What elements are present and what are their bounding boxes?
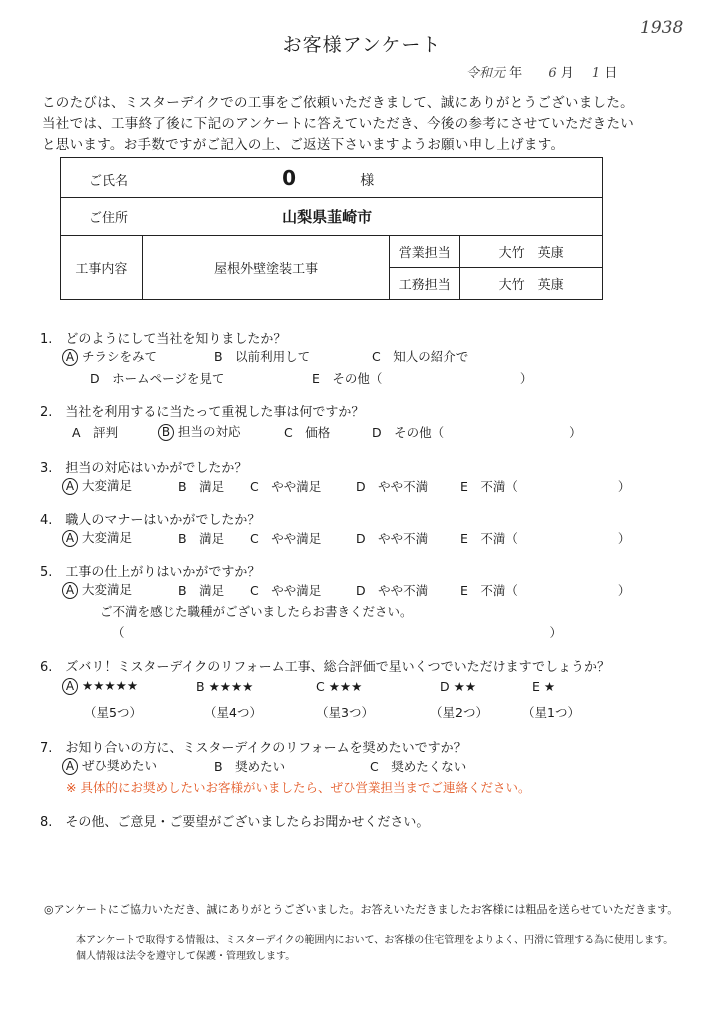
q4-option-e[interactable] bbox=[460, 529, 630, 547]
q1-d-text: ホームページを見て bbox=[112, 371, 225, 386]
q6-e-letter: E bbox=[532, 679, 540, 694]
q6-a-circled-letter: A bbox=[62, 678, 78, 695]
q6-b-stars: ★★★★ bbox=[208, 679, 254, 694]
q6-c-stars: ★★★ bbox=[328, 679, 363, 694]
customer-info-table bbox=[60, 157, 603, 300]
intro-line-1: このたびは、ミスターデイクでの工事をご依頼いただきまして、誠にありがとうございました。 bbox=[42, 95, 634, 111]
q4-option-b[interactable] bbox=[178, 529, 224, 547]
q5-e-text: 不満（ ） bbox=[480, 583, 631, 598]
construction-label: 工務担当 bbox=[390, 268, 460, 300]
intro-line-3: と思います。お手数ですがご記入の上、ご返送下さいますようお願い申し上げます。 bbox=[42, 137, 565, 153]
q4-option-d[interactable] bbox=[356, 529, 428, 547]
q2-option-a[interactable] bbox=[72, 423, 118, 441]
name-row bbox=[61, 158, 603, 198]
q3-b-text: 満足 bbox=[199, 479, 225, 494]
q1-b-text: 以前利用して bbox=[235, 349, 311, 364]
q6-option-e[interactable] bbox=[532, 679, 555, 694]
q1-d-letter: D bbox=[90, 371, 100, 386]
sales-label: 営業担当 bbox=[390, 236, 460, 268]
q3-option-a[interactable] bbox=[62, 476, 132, 495]
q7-option-a[interactable] bbox=[62, 756, 157, 775]
q6-d-letter: D bbox=[440, 679, 450, 694]
q2-a-letter: A bbox=[72, 425, 81, 440]
q4-option-a[interactable] bbox=[62, 528, 132, 547]
q4-a-circled-letter: A bbox=[62, 530, 78, 547]
question-2: 2. 当社を利用するに当たって重視した事は何ですか？ bbox=[40, 405, 365, 420]
q4-c-letter: C bbox=[250, 531, 259, 546]
q6-d-stars: ★★ bbox=[453, 679, 477, 694]
q7-a-text: ぜひ奨めたい bbox=[82, 758, 158, 773]
q1-c-letter: C bbox=[372, 349, 381, 364]
question-6: 6. ズバリ！ミスターデイクのリフォーム工事、総合評価で星いくつでいただけますでしょうか？ bbox=[40, 660, 610, 675]
q6-e-stars: ★ bbox=[543, 679, 556, 694]
q1-option-a[interactable] bbox=[62, 347, 157, 366]
q5-a-text: 大変満足 bbox=[82, 582, 133, 597]
q3-d-letter: D bbox=[356, 479, 366, 494]
q4-d-text: やや不満 bbox=[378, 531, 429, 546]
q4-b-letter: B bbox=[178, 531, 187, 546]
page-title: お客様アンケート bbox=[282, 34, 442, 56]
q4-option-c[interactable] bbox=[250, 529, 321, 547]
footer-thanks: ◎アンケートにご協力いただき、誠にありがとうございました。お答えいただきましたお客様には粗品を送らせていただきます。 bbox=[44, 903, 679, 916]
q6-option-b[interactable] bbox=[196, 679, 253, 694]
q4-b-text: 満足 bbox=[199, 531, 225, 546]
q3-a-text: 大変満足 bbox=[82, 478, 133, 493]
q6-b-letter: B bbox=[196, 679, 205, 694]
footer-privacy-2: 個人情報は法令を遵守して保護・管理致します。 bbox=[76, 951, 296, 962]
q2-b-circled-letter: B bbox=[158, 424, 174, 441]
footer-privacy-1: 本アンケートで取得する情報は、ミスターデイクの範囲内において、お客様の住宅管理をよりよく、円滑に管理する為に使用します。 bbox=[76, 935, 674, 946]
date-line bbox=[466, 62, 617, 81]
q2-option-b[interactable] bbox=[158, 422, 241, 441]
q5-note: ご不満を感じた職種がございましたらお書きください。 bbox=[100, 604, 413, 619]
q6-d-label: （星2つ） bbox=[430, 705, 488, 720]
q6-option-a[interactable] bbox=[62, 678, 138, 695]
q3-d-text: やや不満 bbox=[378, 479, 429, 494]
q1-option-e[interactable] bbox=[312, 369, 532, 387]
q5-option-d[interactable] bbox=[356, 581, 428, 599]
q5-c-text: やや満足 bbox=[271, 583, 322, 598]
q7-c-letter: C bbox=[370, 759, 379, 774]
q3-option-e[interactable] bbox=[460, 477, 630, 495]
q1-option-b[interactable] bbox=[214, 347, 310, 365]
q6-c-label: （星3つ） bbox=[316, 705, 374, 720]
q3-option-c[interactable] bbox=[250, 477, 321, 495]
q6-e-label: （星1つ） bbox=[522, 705, 580, 720]
address-row bbox=[61, 198, 603, 236]
q4-a-text: 大変満足 bbox=[82, 530, 133, 545]
q2-c-text: 価格 bbox=[305, 425, 331, 440]
q7-option-b[interactable] bbox=[214, 757, 285, 775]
address-label: ご住所 bbox=[89, 211, 129, 226]
q5-option-c[interactable] bbox=[250, 581, 321, 599]
q1-a-circled-letter: A bbox=[62, 349, 78, 366]
q5-c-letter: C bbox=[250, 583, 259, 598]
question-4: 4. 職人のマナーはいかがでしたか？ bbox=[40, 513, 261, 528]
date-era: 令和元 bbox=[466, 66, 506, 81]
q2-b-text: 担当の対応 bbox=[178, 424, 241, 439]
q3-e-text: 不満（ ） bbox=[480, 479, 631, 494]
q3-option-d[interactable] bbox=[356, 477, 428, 495]
question-3: 3. 担当の対応はいかがでしたか？ bbox=[40, 461, 248, 476]
q3-option-b[interactable] bbox=[178, 477, 224, 495]
q2-d-text: その他（ ） bbox=[394, 425, 582, 440]
q5-a-circled-letter: A bbox=[62, 582, 78, 599]
q6-b-label: （星4つ） bbox=[204, 705, 262, 720]
q5-d-letter: D bbox=[356, 583, 366, 598]
intro-line-2: 当社では、工事終了後に下記のアンケートに答えていただき、今後の参考にさせていただきたい bbox=[42, 116, 635, 132]
q2-option-c[interactable] bbox=[284, 423, 330, 441]
q3-a-circled-letter: A bbox=[62, 478, 78, 495]
q5-b-text: 満足 bbox=[199, 583, 225, 598]
q6-option-c[interactable] bbox=[316, 679, 362, 694]
q4-e-letter: E bbox=[460, 531, 468, 546]
q5-comment-field[interactable]: （ ） bbox=[112, 625, 563, 640]
q1-option-d[interactable] bbox=[90, 369, 224, 387]
q3-c-text: やや満足 bbox=[271, 479, 322, 494]
q2-c-letter: C bbox=[284, 425, 293, 440]
q5-option-a[interactable] bbox=[62, 580, 132, 599]
q1-e-text: その他（ ） bbox=[332, 371, 533, 386]
q1-a-text: チラシをみて bbox=[82, 349, 158, 364]
q7-red-note: ※ 具体的にお奨めしたいお客様がいましたら、ぜひ営業担当までご連絡ください。 bbox=[66, 780, 531, 795]
q7-c-text: 奨めたくない bbox=[391, 759, 467, 774]
q5-e-letter: E bbox=[460, 583, 468, 598]
q6-option-d[interactable] bbox=[440, 679, 476, 694]
q5-option-b[interactable] bbox=[178, 581, 224, 599]
q7-b-text: 奨めたい bbox=[235, 759, 286, 774]
q6-a-stars: ★★★★★ bbox=[82, 678, 139, 693]
work-value[interactable]: 屋根外壁塗装工事 bbox=[142, 236, 390, 300]
construction-value[interactable]: 大竹 英康 bbox=[460, 268, 603, 300]
q4-d-letter: D bbox=[356, 531, 366, 546]
name-suffix: 様 bbox=[360, 172, 375, 189]
q6-c-letter: C bbox=[316, 679, 325, 694]
q1-b-letter: B bbox=[214, 349, 223, 364]
date-day-label: 日 bbox=[604, 66, 618, 81]
q3-e-letter: E bbox=[460, 479, 468, 494]
q2-a-text: 評判 bbox=[93, 425, 119, 440]
q7-option-c[interactable] bbox=[370, 757, 466, 775]
q5-b-letter: B bbox=[178, 583, 187, 598]
handwritten-number: 1938 bbox=[640, 18, 684, 38]
q4-e-text: 不満（ ） bbox=[480, 531, 631, 546]
name-value[interactable]: 0 bbox=[282, 165, 297, 190]
work-label: 工事内容 bbox=[61, 236, 143, 300]
date-year-label: 年 bbox=[509, 66, 523, 81]
address-value[interactable]: 山梨県韮崎市 bbox=[282, 208, 373, 226]
q1-e-letter: E bbox=[312, 371, 320, 386]
q2-d-letter: D bbox=[372, 425, 382, 440]
q3-c-letter: C bbox=[250, 479, 259, 494]
q5-option-e[interactable] bbox=[460, 581, 630, 599]
q4-c-text: やや満足 bbox=[271, 531, 322, 546]
sales-value[interactable]: 大竹 英康 bbox=[460, 236, 603, 268]
question-5: 5. 工事の仕上がりはいかがですか？ bbox=[40, 565, 261, 580]
q1-option-c[interactable] bbox=[372, 347, 468, 365]
name-label: ご氏名 bbox=[89, 173, 129, 189]
question-7: 7. お知り合いの方に、ミスターデイクのリフォームを奨めたいですか？ bbox=[40, 741, 467, 756]
q2-option-d[interactable] bbox=[372, 423, 582, 441]
question-8: 8. その他、ご意見・ご要望がございましたらお聞かせください。 bbox=[40, 815, 430, 830]
q6-a-label: （星5つ） bbox=[84, 705, 142, 720]
date-month: 6 bbox=[548, 66, 557, 81]
q1-c-text: 知人の紹介で bbox=[393, 349, 469, 364]
q3-b-letter: B bbox=[178, 479, 187, 494]
q7-a-circled-letter: A bbox=[62, 758, 78, 775]
date-day: 1 bbox=[591, 66, 601, 81]
date-month-label: 月 bbox=[560, 66, 574, 81]
question-1: 1. どのようにして当社を知りましたか？ bbox=[40, 332, 287, 347]
q5-d-text: やや不満 bbox=[378, 583, 429, 598]
q7-b-letter: B bbox=[214, 759, 223, 774]
